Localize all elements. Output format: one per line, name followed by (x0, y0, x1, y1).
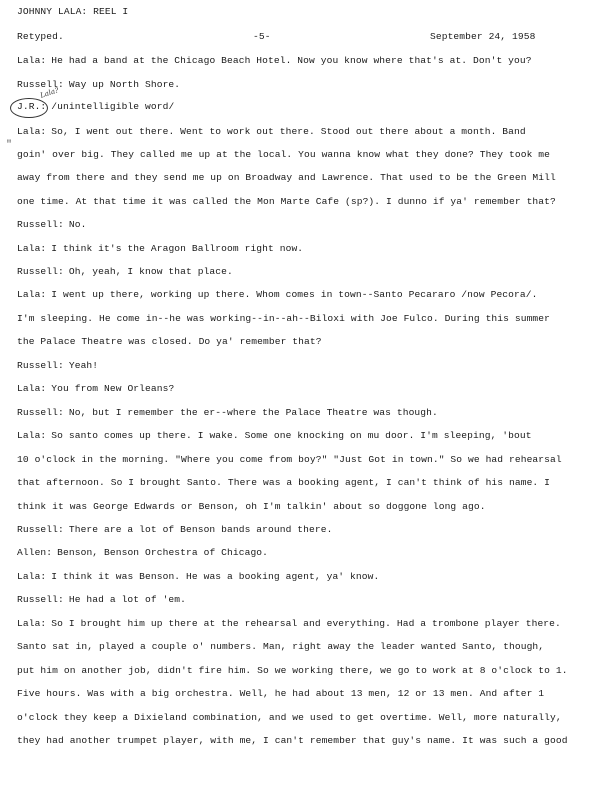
transcript-line (17, 219, 595, 230)
speaker-label: Russell: (17, 594, 64, 605)
transcript-line (17, 196, 595, 207)
line-text: So, I went out there. Went to work out there. Stood out there about a month. Band (51, 126, 526, 137)
line-text: Benson, Benson Orchestra of Chicago. (57, 547, 269, 558)
line-text: put him on another job, didn't fire him. So we working there, we go to work at 8 o'clock to 1. (17, 665, 568, 676)
transcript-line (17, 547, 595, 558)
line-text: one time. At that time it was called the Mon Marte Cafe (sp?). I dunno if ya' remember that? (17, 196, 556, 207)
line-text: I think it's the Aragon Ballroom right now. (51, 243, 304, 254)
transcript-line (17, 501, 595, 512)
line-text: Way up North Shore. (68, 79, 181, 90)
transcript-line (17, 735, 595, 746)
transcript-line (17, 149, 595, 160)
line-text: Santo sat in, played a couple o' numbers. Man, right away the leader wanted Santo, though, (17, 641, 545, 652)
line-text: think it was George Edwards or Benson, oh I'm talkin' about so doggone long ago. (17, 501, 486, 512)
transcript-line (17, 618, 595, 629)
transcript-line (17, 712, 595, 723)
line-text: goin' over big. They called me up at the local. You wanna know what they done? They took me (17, 149, 551, 160)
speaker-label: Russell: (17, 79, 64, 90)
speaker-label: Allen: (17, 547, 53, 558)
speaker-label: J.R.: (17, 101, 47, 112)
line-text: 10 o'clock in the morning. "Where you come from boy?" "Just Got in town." So we had rehearsal (17, 454, 562, 465)
line-text: Oh, yeah, I know that place. (68, 266, 233, 277)
transcript-line (17, 688, 595, 699)
speaker-label: Russell: (17, 219, 64, 230)
transcript-line (17, 313, 595, 324)
line-text: away from there and they send me up on Broadway and Lawrence. That used to be the Green Mill (17, 172, 556, 183)
line-text: I think it was Benson. He was a booking agent, ya' know. (51, 571, 380, 582)
transcript-line (17, 266, 595, 277)
line-text: He had a lot of 'em. (68, 594, 187, 605)
speaker-label: Lala: (17, 289, 47, 300)
header-retyped: Retyped. (17, 31, 64, 42)
line-text: I went up there, working up there. Whom comes in town--Santo Pecararo /now Pecora/. (51, 289, 538, 300)
speaker-label: Lala: (17, 383, 47, 394)
speaker-label: Lala: (17, 430, 47, 441)
line-text: o'clock they keep a Dixieland combination, and we used to get overtime. Well, more naturally, (17, 712, 562, 723)
speaker-label: Russell: (17, 266, 64, 277)
speaker-label: Lala: (17, 126, 47, 137)
header-title: JOHNNY LALA: REEL I (17, 6, 129, 17)
transcript-line (17, 289, 595, 300)
transcript-line (17, 665, 595, 676)
transcript-line (17, 430, 595, 441)
transcript-line (17, 571, 595, 582)
line-text: There are a lot of Benson bands around there. (68, 524, 333, 535)
speaker-label: Russell: (17, 407, 64, 418)
line-text: No, but I remember the er--where the Palace Theatre was though. (68, 407, 438, 418)
line-text: He had a band at the Chicago Beach Hotel. Now you know where that's at. Don't you? (51, 55, 532, 66)
transcript-line (17, 454, 595, 465)
speaker-label: Lala: (17, 243, 47, 254)
line-text: So santo comes up there. I wake. Some one knocking on mu door. I'm sleeping, 'bout (51, 430, 532, 441)
transcript-line (17, 336, 595, 347)
transcript-line (17, 79, 595, 90)
speaker-label: Lala: (17, 55, 47, 66)
transcript-line (17, 477, 595, 488)
speaker-label: Russell: (17, 360, 64, 371)
line-text: Five hours. Was with a big orchestra. Well, he had about 13 men, 12 or 13 men. And after 1 (17, 688, 545, 699)
line-text: they had another trumpet player, with me, I can't remember that guy's name. It was such a good (17, 735, 568, 746)
speaker-label: Russell: (17, 524, 64, 535)
margin-mark: " (6, 140, 13, 151)
line-text: So I brought him up there at the rehearsal and everything. Had a trombone player there. (51, 618, 561, 629)
transcript-line (17, 360, 595, 371)
transcript-line (17, 383, 595, 394)
line-text: I'm sleeping. He come in--he was working--in--ah--Biloxi with Joe Fulco. During this summer (17, 313, 551, 324)
transcript-line (17, 172, 595, 183)
transcript-line (17, 524, 595, 535)
transcript-line (17, 55, 595, 66)
line-text: that afternoon. So I brought Santo. There was a booking agent, I can't think of his name. I (17, 477, 551, 488)
header-date: September 24, 1958 (430, 31, 536, 42)
line-text: Yeah! (68, 360, 99, 371)
handwritten-note: Lala? (39, 86, 60, 100)
transcript-line (17, 641, 595, 652)
speaker-label: Lala: (17, 571, 47, 582)
line-text: the Palace Theatre was closed. Do ya' remember that? (17, 336, 322, 347)
transcript-line (17, 126, 595, 137)
transcript-line (17, 407, 595, 418)
page-number: -5- (253, 31, 271, 42)
line-text: You from New Orleans? (51, 383, 175, 394)
transcript-line (17, 101, 595, 112)
line-text: /unintelligible word/ (51, 101, 175, 112)
transcript-line (17, 594, 595, 605)
transcript-line (17, 243, 595, 254)
speaker-label: Lala: (17, 618, 47, 629)
line-text: No. (68, 219, 87, 230)
